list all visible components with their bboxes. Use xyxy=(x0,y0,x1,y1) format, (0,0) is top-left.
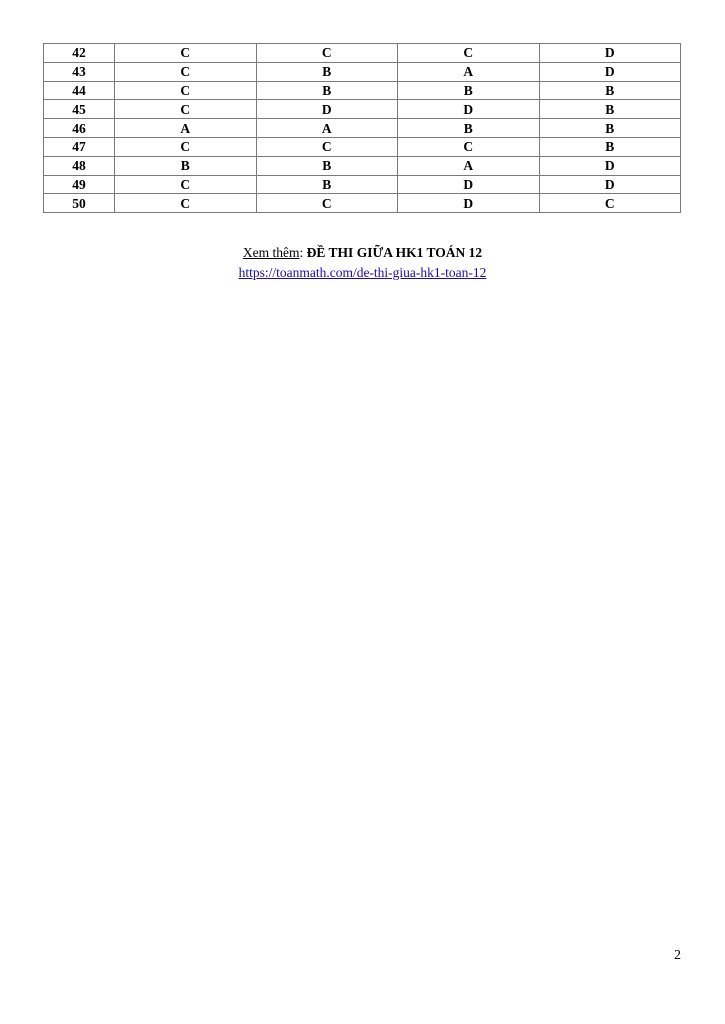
question-number: 46 xyxy=(44,119,115,138)
answer-cell: B xyxy=(115,156,257,175)
see-more-prefix: Xem thêm xyxy=(242,245,300,260)
see-more-link-line xyxy=(0,264,725,282)
answer-cell: B xyxy=(256,62,398,81)
answer-cell: D xyxy=(539,175,681,194)
answer-cell: D xyxy=(398,175,540,194)
answer-cell: B xyxy=(539,119,681,138)
table-row xyxy=(44,100,681,119)
see-more-title: ĐỀ THI GIỮA HK1 TOÁN 12 xyxy=(306,245,483,260)
answer-cell: C xyxy=(256,137,398,156)
question-number: 47 xyxy=(44,137,115,156)
answer-cell: B xyxy=(398,81,540,100)
table-row xyxy=(44,156,681,175)
answer-cell: A xyxy=(398,156,540,175)
answer-key-table xyxy=(43,43,681,213)
answer-cell: C xyxy=(256,194,398,213)
page-number: 2 xyxy=(674,948,681,963)
table-row xyxy=(44,81,681,100)
answer-cell: D xyxy=(256,100,398,119)
answer-cell: B xyxy=(539,100,681,119)
table-row xyxy=(44,62,681,81)
answer-cell: A xyxy=(115,119,257,138)
answer-cell: C xyxy=(398,44,540,63)
question-number: 45 xyxy=(44,100,115,119)
answer-cell: B xyxy=(256,175,398,194)
question-number: 42 xyxy=(44,44,115,63)
answer-cell: C xyxy=(115,194,257,213)
see-more-separator: : xyxy=(299,245,307,260)
question-number: 50 xyxy=(44,194,115,213)
answer-cell: C xyxy=(115,81,257,100)
answer-cell: C xyxy=(115,62,257,81)
answer-cell: C xyxy=(256,44,398,63)
question-number: 43 xyxy=(44,62,115,81)
answer-cell: A xyxy=(398,62,540,81)
answer-cell: C xyxy=(398,137,540,156)
question-number: 48 xyxy=(44,156,115,175)
answer-cell: C xyxy=(115,175,257,194)
answer-cell: C xyxy=(115,137,257,156)
answer-cell: B xyxy=(256,81,398,100)
answer-cell: B xyxy=(539,137,681,156)
answer-cell: B xyxy=(539,81,681,100)
table-row xyxy=(44,175,681,194)
table-row xyxy=(44,119,681,138)
answer-cell: A xyxy=(256,119,398,138)
table-row xyxy=(44,44,681,63)
answer-cell: D xyxy=(539,62,681,81)
answer-cell: D xyxy=(539,44,681,63)
question-number: 44 xyxy=(44,81,115,100)
answer-cell: D xyxy=(539,156,681,175)
answer-cell: D xyxy=(398,194,540,213)
table-row xyxy=(44,137,681,156)
answer-cell: C xyxy=(115,44,257,63)
answer-key-body xyxy=(44,44,681,213)
see-more-link[interactable]: https://toanmath.com/de-thi-giua-hk1-toan-12 xyxy=(238,265,487,280)
answer-cell: C xyxy=(539,194,681,213)
answer-cell: B xyxy=(398,119,540,138)
answer-cell: D xyxy=(398,100,540,119)
answer-cell: C xyxy=(115,100,257,119)
answer-cell: B xyxy=(256,156,398,175)
see-more-line xyxy=(0,244,725,262)
table-row xyxy=(44,194,681,213)
question-number: 49 xyxy=(44,175,115,194)
